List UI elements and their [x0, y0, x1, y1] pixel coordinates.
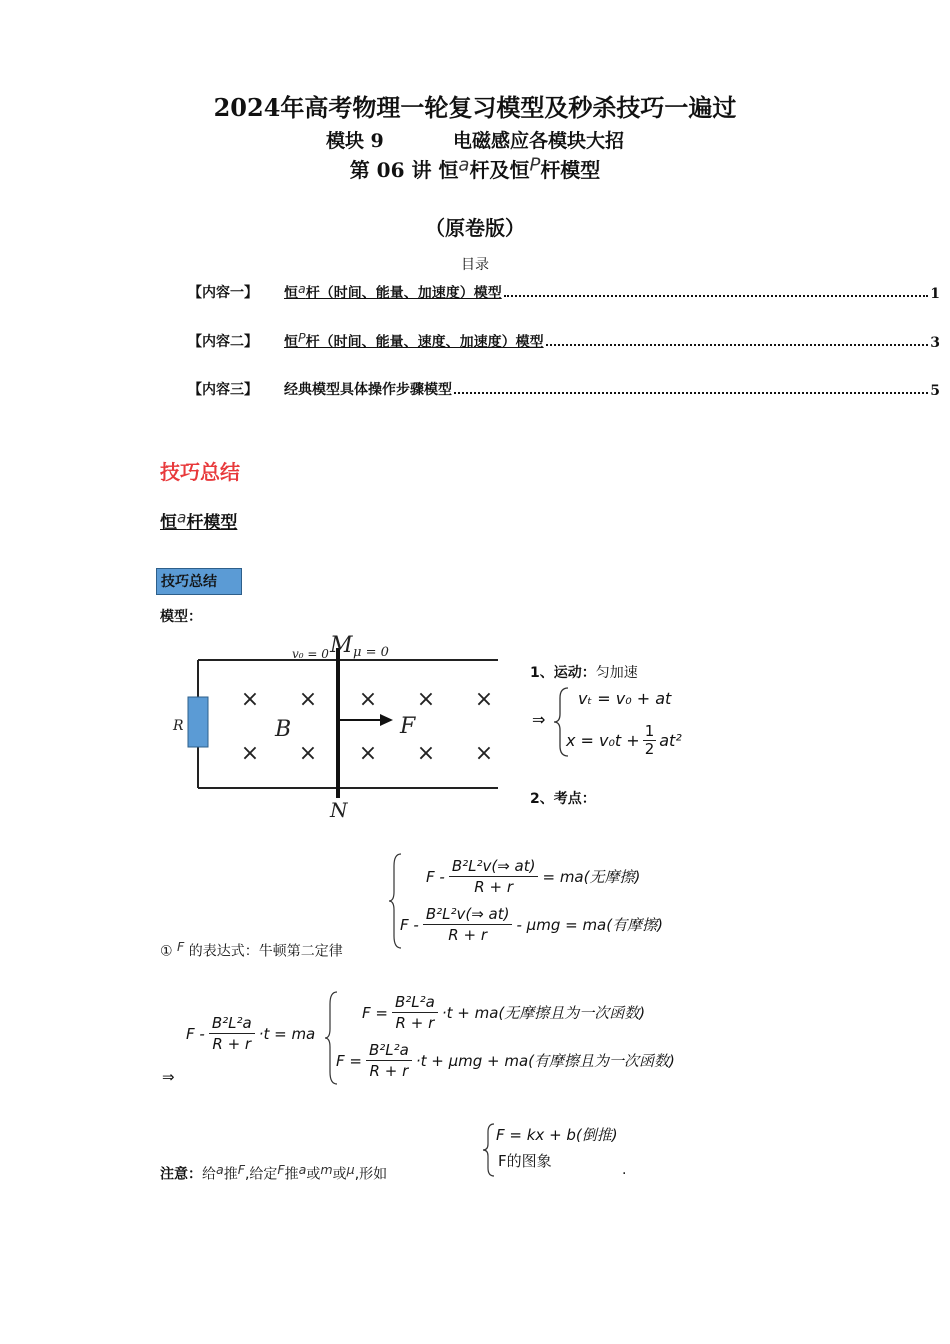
- field-cross: ×: [240, 687, 260, 712]
- toc-item-link[interactable]: 恒P杆（时间、能量、速度、加速度）模型: [284, 329, 544, 350]
- lecture-suffix: 杆模型: [540, 158, 601, 182]
- lecture-mid: 杆及恒: [469, 158, 530, 182]
- motion-note: 1、运动：匀加速: [530, 665, 638, 681]
- toc-page-number: 1: [930, 286, 940, 302]
- field-cross: ×: [298, 741, 318, 766]
- rail-circuit-diagram: [160, 630, 510, 822]
- lecture-title: [0, 154, 950, 183]
- field-cross: ×: [240, 741, 260, 766]
- force-label: F: [400, 714, 416, 739]
- field-cross: ×: [474, 741, 494, 766]
- note-brace: [482, 1122, 496, 1178]
- model-label: 模型：: [160, 609, 202, 625]
- point2-equation-friction: F = $\frac{\text{B²L²a}}{R + r}$ ·t + μmg + ma(有摩擦且为一次函数): [336, 1041, 675, 1080]
- note-case-reverse: F = kx + b(倒推): [496, 1126, 618, 1144]
- point1-label: ① F 的表达式：牛顿第二定律: [160, 939, 343, 960]
- point2-equation-frictionless: F = $\frac{\text{B²L²a}}{R + r}$ ·t + ma(无摩擦且为一次函数): [362, 993, 646, 1032]
- field-cross: ×: [298, 687, 318, 712]
- module-number: 模块 9: [325, 130, 384, 152]
- key-points-label: 2、考点：: [530, 791, 596, 807]
- lecture-symbol-p: P: [529, 154, 541, 176]
- field-cross: ×: [358, 687, 378, 712]
- field-cross: ×: [474, 687, 494, 712]
- toc-item-2[interactable]: [188, 327, 940, 351]
- point2-equation-general: F - B²L²a R + r ·t = ma: [186, 1014, 316, 1053]
- lecture-symbol-a: a: [458, 154, 470, 176]
- toc-item-link[interactable]: 经典模型具体操作步骤模型: [284, 382, 452, 398]
- point-m-label: M: [330, 633, 353, 658]
- resistor: [188, 697, 208, 747]
- tips-box: 技巧总结: [156, 568, 242, 595]
- displacement-equation: x = v₀t + $\frac{1}{2}$ at²: [566, 722, 682, 758]
- toc-dot-leader: [546, 344, 929, 346]
- implies-symbol: ⇒: [532, 710, 546, 729]
- friction-label: μ = 0: [353, 645, 389, 660]
- field-cross: ×: [416, 687, 436, 712]
- toc-item-3[interactable]: [188, 375, 940, 399]
- initial-velocity-label: v₀ = 0: [292, 647, 329, 661]
- toc-dot-leader: [454, 392, 928, 394]
- toc-title: 目录: [461, 257, 489, 273]
- point-n-label: N: [330, 798, 348, 822]
- note-line: 注意：给a推F,给定F推a或m或μ,形如: [160, 1162, 388, 1183]
- force-arrow-head: [380, 714, 393, 726]
- edition-label: （原卷版）: [425, 216, 525, 240]
- toc-dot-leader: [504, 295, 929, 297]
- note-case-graph: F的图象: [498, 1152, 552, 1170]
- module-name: 电磁感应各模块大招: [453, 130, 625, 152]
- toc-item-tag: 【内容一】: [188, 285, 258, 301]
- model-heading: 恒a杆模型: [160, 508, 238, 533]
- toc-item-tag: 【内容二】: [188, 334, 258, 350]
- toc-item-link[interactable]: 恒a杆（时间、能量、加速度）模型: [284, 280, 502, 301]
- module-subtitle: [0, 126, 950, 153]
- section-title: 技巧总结: [160, 460, 240, 484]
- resistor-label: R: [173, 718, 184, 734]
- velocity-equation: vₜ = v₀ + at: [578, 689, 672, 708]
- point2-implies: ⇒: [162, 1068, 175, 1086]
- toc-page-number: 3: [930, 335, 940, 351]
- field-cross: ×: [416, 741, 436, 766]
- toc-item-1[interactable]: [188, 278, 940, 302]
- toc-item-tag: 【内容三】: [188, 382, 258, 398]
- field-label: B: [275, 717, 292, 742]
- field-cross: ×: [358, 741, 378, 766]
- toc-page-number: 5: [930, 383, 940, 399]
- note-end-period: .: [622, 1162, 627, 1178]
- point1-equation-friction: F - B²L²v(⇒ at) R + r - μmg = ma(有摩擦): [400, 905, 663, 944]
- main-title: 2024年高考物理一轮复习模型及秒杀技巧一遍过: [213, 93, 737, 122]
- lecture-prefix: 第 06 讲 恒: [349, 158, 459, 182]
- point1-equation-frictionless: F - $\frac{\text{B²L²v(⇒ at)}}{R + r}$ = ma(无摩擦): [426, 857, 641, 896]
